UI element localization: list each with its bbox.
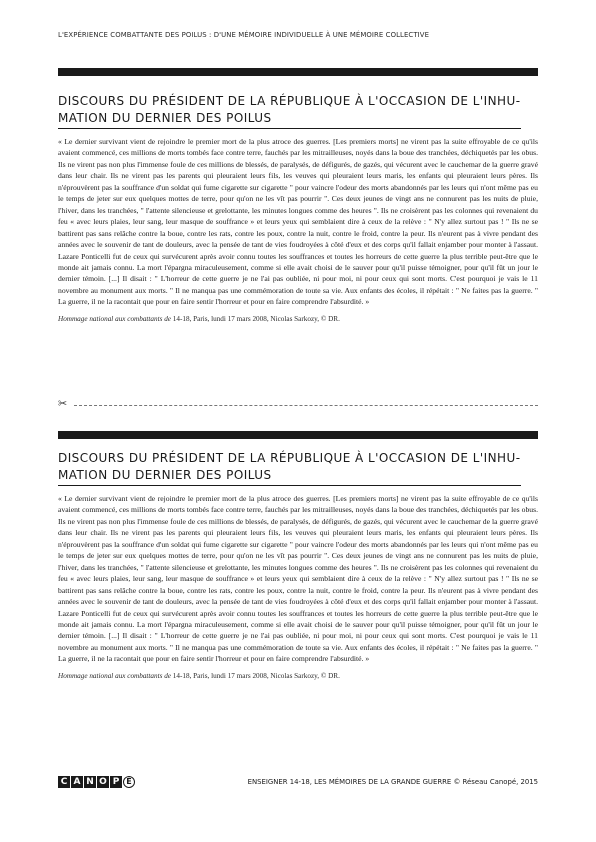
speech-body: « Le dernier survivant vient de rejoindre le premier mort de la plus atroce des guerres. [Les premiers morts] ne virent pas la suite effroyable de ce qu'ils avaient commencé, ces millions de morts tombés face contre terre, fauchés par les mitrailleuses, noyés dans la boue des tranchées, déchiquetés par les obus. Ils ne virent pas non plus l'immense foule de ces millions de blessés, de paralysés, de défigurés, de gazés, qui vécurent avec le cauchemar de la guerre gravé dans leur chair. Ils ne virent pas les parents qui pleuraient leurs fils, les veuves qui pleuraient leurs maris, les enfants qui pleuraient leurs pères. Ils n'éprouvèrent pas la souffrance d'un soldat qui fume cigarette sur cigarette " pour vaincre l'odeur des morts abandonnés par les leurs qui n'ont même pas eu le temps de jeter sur eux quelques mottes de terre, pour qu'on ne les vît pas pourrir ". Ces deux jeunes de vingt ans ne connurent pas les nuits de pluie, l'hiver, dans les tranchées, " l'attente silencieuse et grelottante, les minutes longues comme des heures ". Ils ne croisèrent pas les colonnes qui revenaient du feu « avec leurs plaies, leur sang, leur masque de souffrance » et leurs yeux qui semblaient dire à ceux de la relève : " N'y allez surtout pas ! " Ils ne se battirent pas sans relâche contre la boue, contre les rats, contre les poux, contre la nuit, contre le froid, contre la peur. Ils n'eurent pas à vivre pendant des années avec le souvenir de tant de douleurs, avec la pensée de tant de vies foudroyées à côté d'eux et des corps qu'il fallait enjamber pour monter à l'assaut. Lazare Ponticelli fut de ceux qui survécurent après avoir connu toutes les souffrances et toutes les horreurs de cette guerre la plus terrible peut-être que le monde ait jamais connu. La mort l'épargna miraculeusement, comme si elle avait choisi de le sauver pour qu'il puisse témoigner, pour qu'il fût un jour le dernier témoin. [...] Il disait : " L'horreur de cette guerre je ne l'ai pas oubliée, ni pour moi, ni pour ceux qui sont morts. C'est pourquoi je vais le 11 novembre au monument aux morts. " Il ne manqua pas une commémoration de toute sa vie. Aux enfants des écoles, il répétait : " Ne faites pas la guerre. " La guerre, il ne la racontait que pour en faire sentir l'horreur et pour en faire comprendre l'absurdité. » [58, 494, 538, 664]
scissors-icon: ✂ [58, 397, 68, 410]
section-title [58, 450, 521, 486]
logo-letter: P [110, 776, 122, 788]
logo-letter: É [123, 776, 135, 788]
credit-rest: 14-18, Paris, lundi 17 mars 2008, Nicolas Sarkozy, © DR. [171, 314, 340, 323]
logo-letter: A [71, 776, 83, 788]
section-title-line-2: MATION DU DERNIER DES POILUS [58, 111, 272, 125]
section-title [58, 93, 521, 129]
dashed-divider [74, 405, 538, 406]
speech-credit [58, 315, 538, 323]
running-head: L'EXPÉRIENCE COMBATTANTE DES POILUS : D'UNE MÉMOIRE INDIVIDUELLE À UNE MÉMOIRE COLLECTIVE [58, 31, 430, 39]
speech-credit [58, 672, 538, 680]
section-title-line-1: DISCOURS DU PRÉSIDENT DE LA RÉPUBLIQUE À L'OCCASION DE L'INHU- [58, 451, 521, 465]
speech-section-1 [58, 68, 538, 323]
page-footer [58, 776, 538, 790]
logo-letter: C [58, 776, 70, 788]
speech-section-2 [58, 431, 538, 680]
speech-body: « Le dernier survivant vient de rejoindre le premier mort de la plus atroce des guerres. [Les premiers morts] ne virent pas la suite effroyable de ce qu'ils avaient commencé, ces millions de morts tombés face contre terre, fauchés par les mitrailleuses, noyés dans la boue des tranchées, déchiquetés par les obus. Ils ne virent pas non plus l'immense foule de ces millions de blessés, de paralysés, de défigurés, de gazés, qui vécurent avec le cauchemar de la guerre gravé dans leur chair. Ils ne virent pas les parents qui pleuraient leurs fils, les veuves qui pleuraient leurs maris, les enfants qui pleuraient leurs pères. Ils n'éprouvèrent pas la souffrance d'un soldat qui fume cigarette sur cigarette " pour vaincre l'odeur des morts abandonnés par les leurs qui n'ont même pas eu le temps de jeter sur eux quelques mottes de terre, pour qu'on ne les vît pas pourrir ". Ces deux jeunes de vingt ans ne connurent pas les nuits de pluie, l'hiver, dans les tranchées, " l'attente silencieuse et grelottante, les minutes longues comme des heures ". Ils ne croisèrent pas les colonnes qui revenaient du feu « avec leurs plaies, leur sang, leur masque de souffrance » et leurs yeux qui semblaient dire à ceux de la relève : " N'y allez surtout pas ! " Ils ne se battirent pas sans relâche contre la boue, contre les rats, contre les poux, contre la nuit, contre le froid, contre la peur. Ils n'eurent pas à vivre pendant des années avec le souvenir de tant de douleurs, avec la pensée de tant de vies foudroyées à côté d'eux et des corps qu'il fallait enjamber pour monter à l'assaut. Lazare Ponticelli fut de ceux qui survécurent après avoir connu toutes les souffrances et toutes les horreurs de cette guerre la plus terrible peut-être que le monde ait jamais connu. La mort l'épargna miraculeusement, comme si elle avait choisi de le sauver pour qu'il puisse témoigner, pour qu'il fût un jour le dernier témoin. [...] Il disait : " L'horreur de cette guerre je ne l'ai pas oubliée, ni pour moi, ni pour ceux qui sont morts. C'est pourquoi je vais le 11 novembre au monument aux morts. " Il ne manqua pas une commémoration de toute sa vie. Aux enfants des écoles, il répétait : " Ne faites pas la guerre. " La guerre, il ne la racontait que pour en faire sentir l'horreur et pour en faire comprendre l'absurdité. » [58, 137, 538, 307]
credit-italic: Hommage national aux combattants de [58, 314, 171, 323]
section-top-bar [58, 68, 538, 76]
logo-letter: N [84, 776, 96, 788]
section-title-line-1: DISCOURS DU PRÉSIDENT DE LA RÉPUBLIQUE À L'OCCASION DE L'INHU- [58, 94, 521, 108]
section-title-line-2: MATION DU DERNIER DES POILUS [58, 468, 272, 482]
cut-line [58, 397, 538, 410]
credit-rest: 14-18, Paris, lundi 17 mars 2008, Nicolas Sarkozy, © DR. [171, 671, 340, 680]
section-top-bar [58, 431, 538, 439]
credit-italic: Hommage national aux combattants de [58, 671, 171, 680]
canope-logo [58, 776, 135, 788]
footer-credit: ENSEIGNER 14-18, LES MÉMOIRES DE LA GRANDE GUERRE © Réseau Canopé, 2015 [247, 778, 538, 786]
logo-letter: O [97, 776, 109, 788]
